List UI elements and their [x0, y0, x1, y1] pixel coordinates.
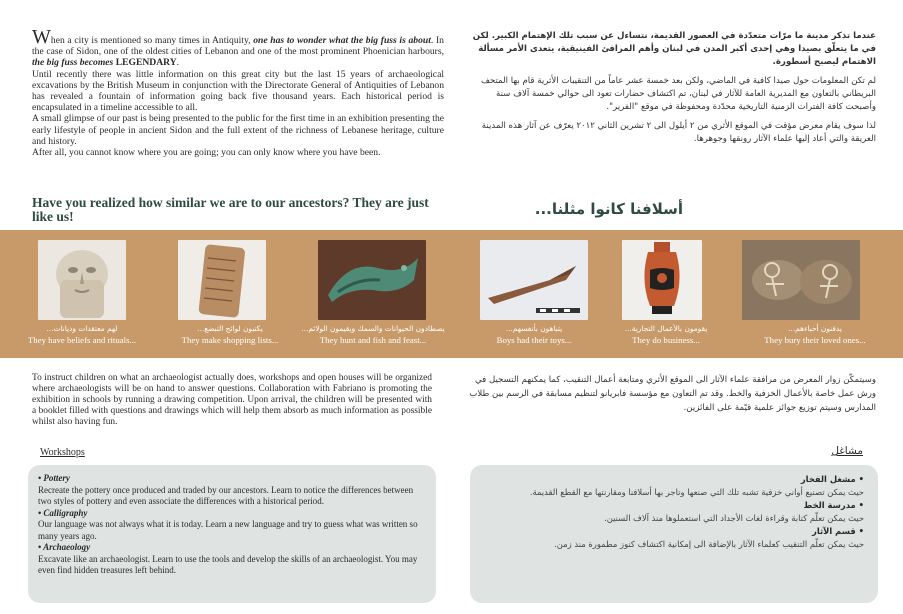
- workshop-archaeology-heading: • Archaeology: [38, 542, 91, 552]
- intro-paragraph-4: After all, you cannot know where you are going; you can only know where you have been.: [32, 147, 381, 159]
- photo-painted-vase: [622, 240, 702, 320]
- photo-clay-tablet: [178, 240, 266, 320]
- workshop-archaeology-heading-ar: • قسم الآثار: [812, 526, 864, 536]
- workshop-calligraphy-text: Our language was not always what it is today. Learn a new language and try to guess what was written so many years ago.: [38, 519, 418, 541]
- photo-iron-knife: [480, 240, 588, 320]
- workshop-pottery-text-ar: حيث يمكن تصنيع أواني خزفية تشبه تلك التي صنعها وتاجر بها أسلافنا ومقارنتها مع القطع القديمة.: [529, 487, 864, 497]
- workshop-archaeology-text-ar: حيث يمكن تعلّم التنقيب كعلماء الآثار بالإضافة الى إمكانية اكتشاف كنوز مطمورة منذ زمن.: [554, 539, 864, 549]
- instruction-paragraph-ar: وسيتمكّن زوار المعرض من مرافقة علماء الآثار الى الموقع الأثري ومتابعة أعمال التنقيب، كما يمكنهم التسجيل في ورش عمل خاصة بالأعمال الخزفية والخط. وقد تم التعاون مع مؤسسة فابريانو لتنظيم مسابقة في الرسم بين طلاب المدارس وسيتم توزيع جوائز علمية قيّمة على الفائزين.: [469, 375, 876, 414]
- caption-toys: يتباهون بأنفسهم... Boys had their toys...: [496, 324, 572, 345]
- photo-burial-site: [742, 240, 860, 320]
- caption-business: يقومون بالأعمال التجارية... They do business...: [624, 324, 708, 345]
- intro-paragraph-3: A small glimpse of our past is being presented to the public for the first time in an exhibition presenting the early lifestyle of people in ancient Sidon and the full extent of the richness of Lebanese heritage, culture and history.: [32, 113, 444, 147]
- caption-beliefs: لهم معتقدات وديانات... They have beliefs and rituals...: [27, 324, 137, 345]
- caption-shopping: يكتبون لوائح التبضع... They make shopping lists...: [181, 324, 279, 345]
- caption-hunt: يصطادون الحيوانات والسمك ويقيمون الولائم... They hunt and fish and feast...: [301, 324, 445, 345]
- drop-cap: W: [32, 26, 51, 48]
- workshops-box-en: [28, 465, 436, 603]
- photo-bronze-object: [318, 240, 426, 320]
- artifact-gallery: [0, 230, 903, 358]
- workshop-calligraphy-heading-ar: • مدرسة الخط: [803, 500, 864, 510]
- ancestors-heading-en: Have you realized how similar we are to our ancestors? They are just like us!: [32, 195, 429, 224]
- intro-arabic-paragraph-2: لم تكن المعلومات حول صيدا كافية في الماضي، ولكن بعد خمسة عشر عاماً من التنقيبات الأثرية قام بها المتحف البريطاني بالتعاون مع المديرية العامة للآثار في لبنان، تم اكتشاف حضارات تعود الى حوالي خمسة آلاف سنة وأصبحت كافة الفترات الزمنية التاريخية محدّدة ومحفوظة في موقع "الفرير".: [481, 76, 876, 112]
- workshop-pottery-heading-ar: • مشغل الفخار: [800, 474, 864, 484]
- workshop-calligraphy-heading: • Calligraphy: [38, 507, 88, 518]
- photo-stone-idol: [38, 240, 126, 320]
- caption-burial: يدفنون أحباءهم... They bury their loved ones...: [764, 324, 866, 345]
- intro-paragraph-1: When a city is mentioned so many times in Antiquity, one has to wonder what the big fuss is about. In the case of Sidon, one of the oldest cities of Lebanon and one of the most prominent Phoenician harbours, the big fuss becomes LEGENDARY.: [32, 26, 444, 69]
- ancestors-heading-ar: أسلافنا كانوا مثلنا...: [534, 200, 683, 218]
- intro-english: [32, 26, 444, 159]
- workshops-title-ar: مشاغل: [831, 445, 863, 457]
- workshops-title-en: Workshops: [40, 447, 85, 458]
- intro-arabic: [468, 30, 876, 152]
- workshop-pottery-text: Recreate the pottery once produced and traded by our ancestors. Learn to notice the differences between two styles of pottery and even associate the differences with a historical period.: [38, 484, 414, 506]
- workshop-archaeology-text: Excavate like an archaeologist. Learn to use the tools and develop the skills of an archaeologist. You may even find hidden treasures left behind.: [38, 553, 418, 575]
- workshop-calligraphy-text-ar: حيث يمكن تعلّم كتابة وقراءة لغات الأجداد التي استعملوها منذ آلاف السنين.: [604, 513, 864, 523]
- instruction-paragraph-en: To instruct children on what an archaeologist actually does, workshops and open houses will be organized where archaeologists will be on hand to answer questions. Collaboration with Fabriano is promoting the exhibition in schools by running a drawing competition. Upon arrival, the children will be presented with a booklet filled with questions and drawings which will help them absorb as much information as possible whilst also having fun.: [32, 373, 432, 427]
- intro-paragraph-2: Until recently there was little information on this great city but the last 15 years of archaeological excavations by the British Museum in conjunction with the Directorate General of Antiquities of Lebanon has revealed a fountain of information going back five thousand years. Each historical period is encapsulated in a timeline accessible to all.: [32, 68, 444, 114]
- workshops-box-ar: [470, 465, 878, 603]
- intro-arabic-paragraph-1: عندما تذكر مدينة ما مرّات متعدّدة في العصور القديمة، نتساءل عن سبب تلك الإهتمام الكبير. لكن في ما يتعلّق بصيدا وهي إحدى أكبر المدن في لبنان وأهم المرافئ الفينيقية، يتعدى الأمر مسألة الاهتمام ليصبح أسطورة.: [472, 31, 876, 67]
- workshop-pottery-heading: • Pottery: [38, 473, 70, 483]
- intro-arabic-paragraph-3: لذا سوف يقام معرض مؤقت في الموقع الأثري من ٢ أيلول الى ٢ تشرين الثاني ٢٠١٢ يعرّف عن آثار هذه المدينة العريقة والتي أعاد إليها علماء الآثار رونقها وجوهرها.: [481, 121, 876, 144]
